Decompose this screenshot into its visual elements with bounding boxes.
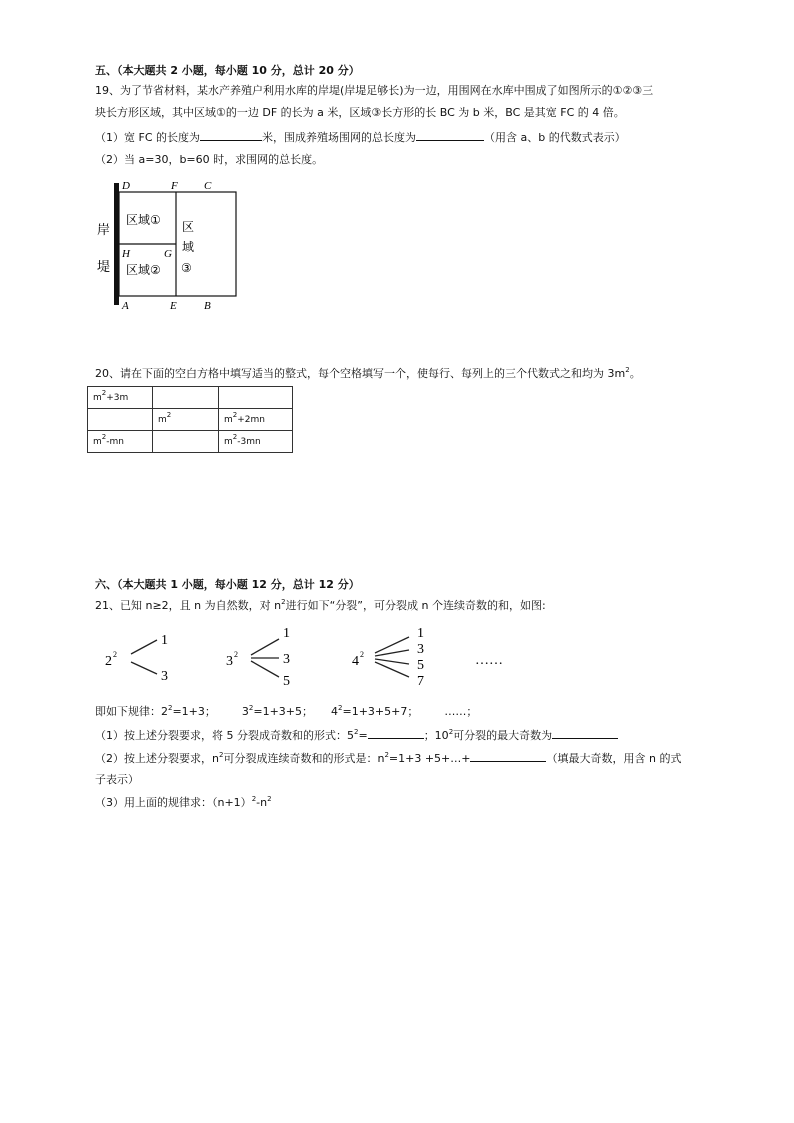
q21-part1: （1）按上述分裂要求，将 5 分裂成奇数和的形式：$5^2=$ ；$10^2$可分裂的最大奇数为 (95, 727, 618, 744)
answer-blank-5-squared[interactable] (368, 727, 424, 739)
answer-blank-fc[interactable] (200, 129, 262, 141)
g3-item-1: 3 (417, 642, 424, 657)
section6-heading: 六、（本大题共 1 小题，每小题 12 分，总计 12 分） (95, 578, 360, 591)
q21-split-figure (95, 622, 535, 690)
cell-r2c2: $m^2$ (153, 409, 219, 431)
cell-r3c1: $m^2-mn$ (88, 431, 153, 453)
section5-heading: 五、（本大题共 2 小题，每小题 10 分，总计 20 分） (95, 64, 360, 77)
g2-item-1: 3 (283, 652, 290, 667)
label-f: F (171, 180, 178, 192)
q21-part2: （2）按上述分裂要求，$n^2$可分裂成连续奇数和的形式是：$n^2=1+3$ +5+…+ （填最大奇数，用含 n 的式 (95, 751, 682, 765)
base-4: 4 (352, 654, 359, 669)
cell-r3c3: $m^2-3mn$ (219, 431, 293, 453)
q19-part1-text-a: （1）宽 FC 的长度为 (95, 131, 200, 144)
label-e: E (170, 300, 177, 312)
q19-line1: 19、为了节省材料，某水产养殖户利用水库的岸堤(岸堤足够长)为一边，用围网在水库中围成了如图所示的①②③三 (95, 84, 654, 97)
q20-text-sup: 2 (625, 366, 630, 374)
region3-label-2: 域 (182, 240, 195, 254)
cell-r2c1-blank[interactable] (88, 409, 153, 431)
exp-3: 2 (234, 650, 238, 659)
answer-blank-10-max-odd[interactable] (552, 727, 618, 739)
cell-r1c3-blank[interactable] (219, 387, 293, 409)
label-g: G (164, 248, 172, 260)
q20-magic-square (87, 386, 293, 453)
label-c: C (204, 180, 212, 192)
bank-label-top: 岸 (97, 223, 111, 238)
g3-item-0: 1 (417, 626, 424, 641)
cell-r1c2-blank[interactable] (153, 387, 219, 409)
cell-r1c1: $m^2+3m$ (88, 387, 153, 409)
cell-r2c3: $m^2+2mn$ (219, 409, 293, 431)
rule-label: 即如下规律： (95, 705, 161, 718)
answer-blank-max-odd-n[interactable] (470, 750, 546, 762)
region3-label-3: ③ (181, 261, 192, 275)
g1-item-1: 3 (161, 669, 168, 684)
exp-4: 2 (360, 650, 364, 659)
bank-bar (114, 183, 119, 305)
split-group-2 (105, 633, 168, 684)
q21-intro: 21、已知 n≥2，且 n 为自然数，对 $n^2$进行如下“分裂”，可分裂成 n 个连续奇数的和，如图: (95, 598, 546, 612)
region3-label-1: 区 (182, 220, 195, 234)
q21-rules: 即如下规律：$2^2=1+3$； $3^2=1+3+5$； $4^2=1+3+5+7$； ……； (95, 704, 478, 718)
region2-label: 区域② (126, 263, 161, 277)
label-a: A (122, 300, 129, 312)
q19-part1-text-c: （用含 a、b 的代数式表示） (484, 131, 626, 144)
g3-item-2: 5 (417, 658, 424, 673)
q20-text-end: 。 (629, 367, 641, 380)
g2-item-2: 5 (283, 674, 290, 689)
label-b: B (204, 300, 211, 312)
cell-r3c2-blank[interactable] (153, 431, 219, 453)
base-3: 3 (226, 654, 233, 669)
region1-label: 区域① (126, 213, 161, 227)
label-h: H (122, 248, 130, 260)
base-2: 2 (105, 654, 112, 669)
q19-diagram (92, 176, 252, 318)
split-group-3 (226, 626, 290, 689)
q21-part2-line2: 子表示） (95, 773, 139, 786)
q20-text-main: 20、请在下面的空白方格中填写适当的整式，每个空格填写一个，使每行、每列上的三个代数式之和均为 3m (95, 367, 626, 380)
answer-blank-total-length[interactable] (416, 129, 484, 141)
q19-part2: （2）当 a=30，b=60 时，求围网的总长度。 (95, 153, 324, 166)
g2-item-0: 1 (283, 626, 290, 641)
bank-label-bottom: 堤 (97, 260, 111, 275)
g3-item-3: 7 (417, 674, 424, 689)
g1-item-0: 1 (161, 633, 168, 648)
q19-part1 (95, 129, 626, 146)
label-d: D (122, 180, 130, 192)
q19-line2: 块长方形区域，其中区域①的一边 DF 的长为 a 米，区域③长方形的长 BC 为 b 米，BC 是其宽 FC 的 4 倍。 (95, 106, 625, 119)
split-group-4 (352, 626, 424, 689)
exp-2: 2 (113, 650, 117, 659)
q20-text (95, 366, 641, 382)
figure-ellipsis: …… (475, 653, 503, 668)
q19-part1-text-b: 米，围成养殖场围网的总长度为 (262, 131, 416, 144)
q21-part3: （3）用上面的规律求：$(n+1)^2-n^2$ (95, 795, 272, 809)
